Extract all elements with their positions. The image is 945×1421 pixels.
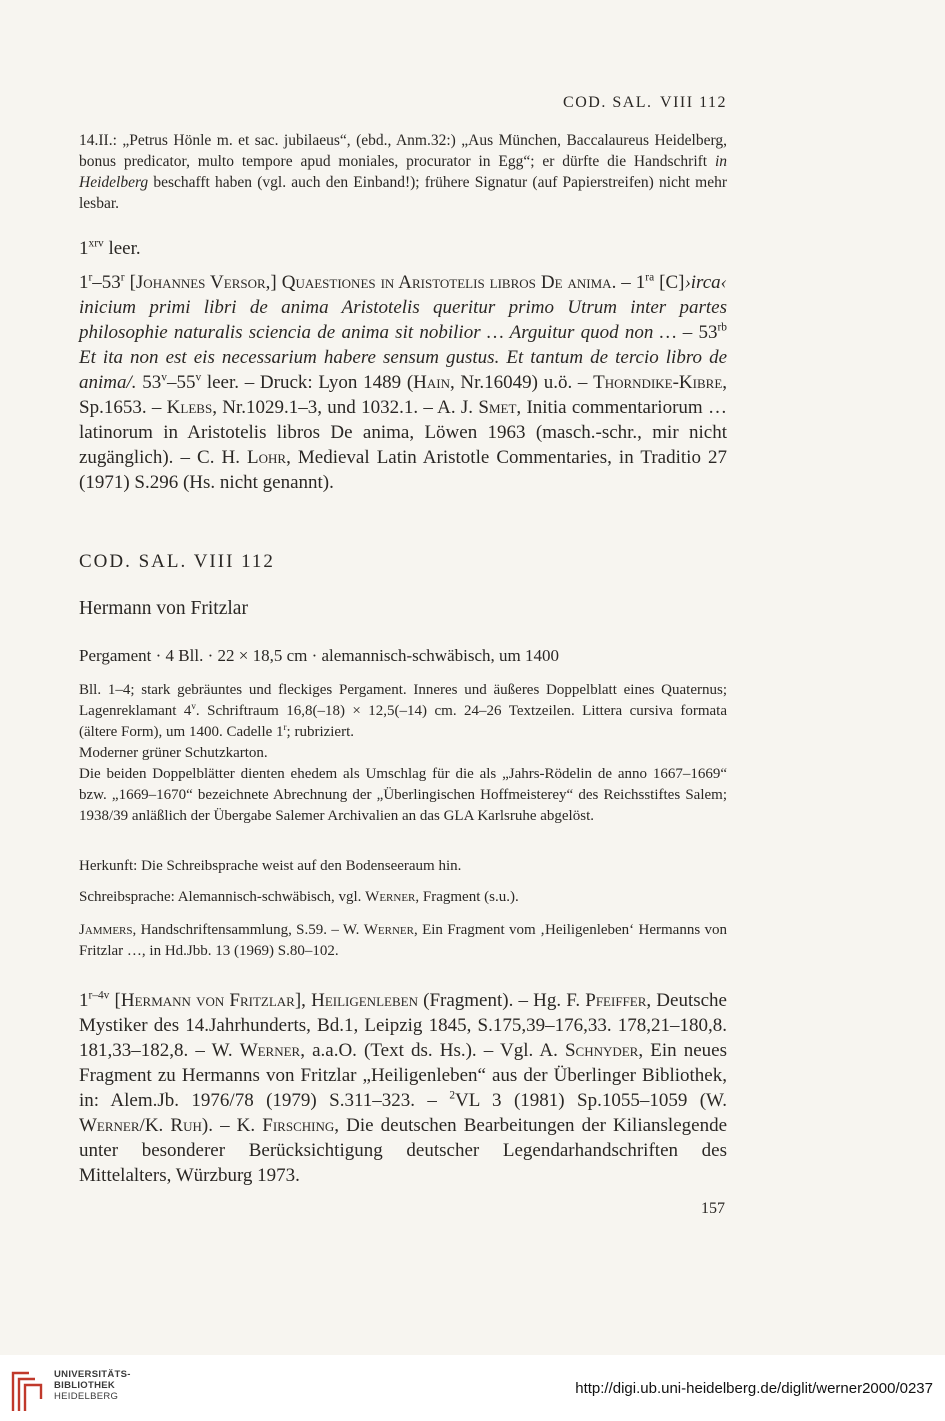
entry-heiligenleben: $1^{r-4v}$ [Hermann von Fritzlar], Heiligenleben (Fragment). – Hg. F. Pfeiffer, Deutsche Mystiker des 14.Jahrhunderts, Bd.1, Leipzig 1845, S.175,39–176,33. 178,21–180,8. 181,33–182,8. – W. Werner, a.a.O. (Text ds. Hs.). – Vgl. A. Schnyder, Ein neues Fragment zu Hermanns von Fritzlar „Heiligenleben“ aus der Überlinger Bibliothek, in: Alem.Jb. 1976/78 (1979) S.311–323. – $^2$VL 3 (1981) Sp.1055–1059 (W. Werner/K. Ruh). – K. Firsching, Die deutschen Bearbeitungen der Kilianslegende unter besonderer Berücksichtigung deutscher Legendarhandschriften des Mittelalters, Würzburg 1973. <box>79 989 728 1186</box>
running-head <box>561 94 727 112</box>
description-binding: Moderner grüner Schutzkarton. <box>79 745 268 761</box>
entry-versor-quaestiones: 1$^r$–53$^r$ [Johannes Versor,] Quaestiones in Aristotelis libros De anima. – $1^{ra}$ [C]›irca‹ inicium primi libri de anima Aristotelis queritur primo Utrum inter partes philosophie naturalis sciencia de anima sit nobilior … Arguitur quod non … – $53^{rb}$ Et ita non est eis necessarium habere sensum gustus. Et tantum de tercio libro de anima/. 53$^v$–55$^v$ leer. – Druck: Lyon 1489 (Hain, Nr.16049) u.ö. – Thorndike-Kibre, Sp.1653. – Klebs, Nr.1029.1–3, und 1032.1. – A. J. Smet, Initia commentariorum … latinorum in Aristotelis libros De anima, Löwen 1963 (masch.-schr., mir nicht zugänglich). – C. H. Lohr, Medieval Latin Aristotle Commentaries, in Traditio 27 (1971) S.296 (Hs. nicht genannt). <box>79 271 728 493</box>
description-physical: Bll. 1–4; stark gebräuntes und fleckiges Pergament. Inneres und äußeres Doppelblatt eines Quaternus; Lagenreklamant 4$^v$. Schriftraum 16,8(–18) × 12,5(–14) cm. 24–26 Textzeilen. Littera cursiva formata (ältere Form), um 1400. Cadelle 1$^r$; rubriziert. <box>79 682 727 740</box>
library-name: UNIVERSITÄTS- BIBLIOTHEK HEIDELBERG <box>54 1369 131 1402</box>
permalink-url[interactable]: http://digi.ub.uni-heidelberg.de/diglit/werner2000/0237 <box>575 1380 933 1397</box>
description-herkunft: Herkunft: Die Schreibsprache weist auf den Bodenseeraum hin. <box>79 858 462 874</box>
description-literature: Jammers, Handschriftensammlung, S.59. – W. Werner, Ein Fragment vom ‚Heiligenleben‘ Hermanns von Fritzlar …, in Hd.Jbb. 13 (1969) S.80–102. <box>79 922 727 959</box>
university-library-logo-icon <box>10 1365 46 1413</box>
paragraph-provenance-note: 14.II.: „Petrus Hönle m. et sac. jubilaeus“, (ebd., Anm.32:) „Aus München, Baccalaureus Heidelberg, bonus predicator, multo tempore apud moniales, procurator in Egg“; er dürfte die Handschrift in Heidelberg beschafft haben (vgl. auch den Einband!); frühere Signatur (auf Papierstreifen) nicht mehr lesbar. <box>79 132 727 212</box>
running-head-number: VIII 112 <box>660 94 727 111</box>
viewer-footer <box>0 1355 945 1421</box>
author-heading: Hermann von Fritzlar <box>79 598 248 619</box>
codex-summary-line: Pergament · 4 Bll. · 22 × 18,5 cm · alemannisch-schwäbisch, um 1400 <box>79 646 559 665</box>
description-schreibsprache: Schreibsprache: Alemannisch-schwäbisch, vgl. Werner, Fragment (s.u.). <box>79 889 519 905</box>
paragraph-leaf-empty: $1^{xrv}$ leer. <box>79 237 141 259</box>
page-number: 157 <box>701 1200 725 1217</box>
codex-heading: COD. SAL. VIII 112 <box>79 551 275 572</box>
running-head-label: COD. SAL. <box>563 94 653 111</box>
description-history: Die beiden Doppelblätter dienten ehedem als Umschlag für die als „Jahrs-Rödelin de anno 1667–1669“ bzw. „1669–1670“ bezeichnete Abrechnung der „Überlingischen Hoffmeisterey“ des Reichsstiftes Salem; 1938/39 anläßlich der Übergabe Salemer Archivalien an das GLA Karlsruhe abgelöst. <box>79 766 727 824</box>
